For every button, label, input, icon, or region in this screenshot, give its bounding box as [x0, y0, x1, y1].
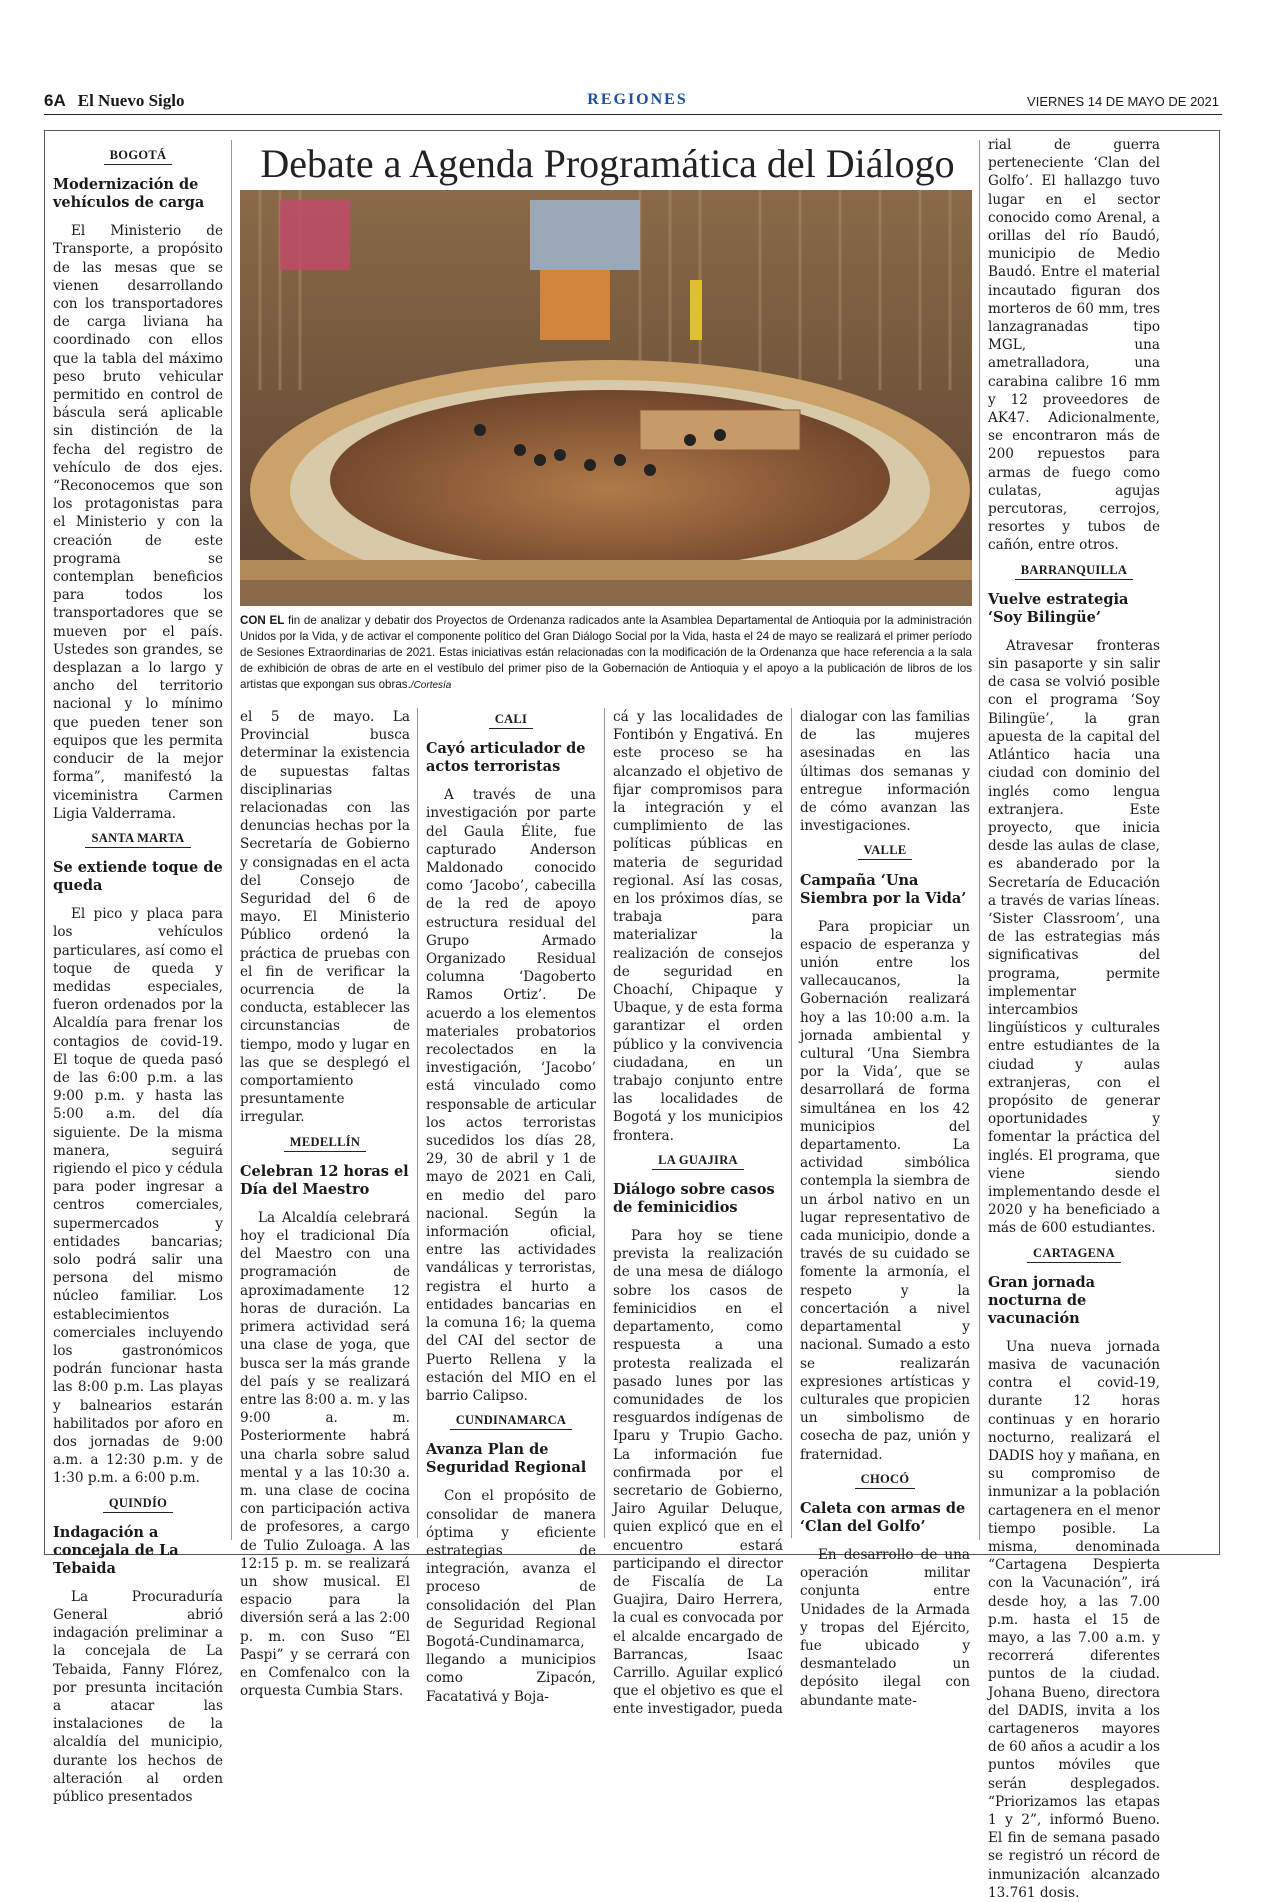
- section-tag-quindio: QUINDÍO: [53, 1494, 223, 1512]
- section-tag-medellin: MEDELLÍN: [240, 1133, 410, 1151]
- screen: [530, 200, 640, 270]
- section-tag-la-guajira: LA GUAJIRA: [613, 1151, 783, 1169]
- article-title-la-guajira: Diálogo sobre casos de feminicidios: [613, 1181, 775, 1217]
- section-tag-cartagena: CARTAGENA: [988, 1244, 1160, 1262]
- section-tag-cundinamarca: CUNDINAMARCA: [426, 1411, 596, 1429]
- article-body-cali: A través de una investigación por parte del Gaula Élite, fue capturado Anderson Maldonado conocido como ‘Jacobo’, cabecilla de la red de apoyo estructura residual del Grupo Armado Organizado Residual columna ‘Dagoberto Ramos Ortiz’. De acuerdo a los elementos materiales probatorios recolectados en la investigación, ‘Jacobo’ está vinculado como responsable de articular los actos terroristas sucedidos los días 28, 29, 30 de abril y 1 de mayo de 2021 en Cali, en medio del paro nacional. Según la información oficial, entre las actividades vandálicas y terroristas, registra el hurto a entidades bancarias en la comuna 16; la quema del CAI del sector de Puerto Rellena y la estación del MIO en el barrio Calipso.: [426, 787, 596, 1404]
- column-5: [800, 708, 970, 1710]
- article-title-bogota: Modernización de vehículos de carga: [53, 176, 205, 212]
- column-divider: [604, 708, 605, 1538]
- article-body-choco: En desarrollo de una operación militar conjunta entre Unidades de la Armada y tropas del Ejército, fue ubicado y desmantelado un depósito ilegal con abundante mate-: [800, 1546, 970, 1709]
- article-body-medellin: La Alcaldía celebrará hoy el tradicional Día del Maestro con una programación de aproximadamente 12 horas de duración. La primera actividad será una clase de yoga, que busca ser la más grande del país y se realizará entre las 8:00 a. m. y las 9:00 a. m. Posteriormente habrá una charla sobre salud mental y a las 10:30 a. m. una clase de cocina con participación activa de profesores, a cargo de Tulio Zuloaga. A las 12:15 p. m. se realizará un show musical. El espacio para la diversión será a las 2:00 p. m. con Suso “El Paspi” y se cerrará con en Comfenalco con la orquesta Cumbia Stars.: [240, 1209, 410, 1700]
- section-tag-bogota: BOGOTÁ: [53, 146, 223, 164]
- article-continuation-cundinamarca: cá y las localidades de Fontibón y Engativá. En este proceso se ha alcanzado el objetivo de fijar compromisos para la integración y el cumplimiento de las políticas públicas en materia de seguridad regional. Así las cosas, en los próximos días, se trabaja para materializar la realización de consejos de seguridad en Choachí, Chipaque y Ubaque, y de esta forma garantizar el orden público y la convivencia ciudadana, en un trabajo conjunto entre las localidades de Bogotá y los municipios frontera.: [613, 709, 783, 1144]
- photo-credit: /Cortesía: [410, 680, 452, 691]
- newspaper-name: El Nuevo Siglo: [77, 91, 185, 110]
- column-2: [240, 708, 410, 1700]
- article-body-barranquilla: Atravesar fronteras sin pasaporte y sin salir de casa se volvió posible con el programa ‘Soy Bilingüe’, la gran apuesta de la capital del Atlántico hacia una ciudad con dominio del inglés como lengua extranjera. Este proyecto, que inicia desde las aulas de clase, es abanderado por la Secretaría de Educación a través de varias líneas. ‘Sister Classroom’, una de las estrategias más significativas del programa, permite implementar intercambios lingüísticos y culturales entre estudiantes de la ciudad y aulas extranjeras, con el propósito de generar oportunidades y fomentar la práctica del inglés. El programa, que viene siendo implementando desde el 2020 y ha beneficiado a más de 600 estudiantes.: [988, 637, 1160, 1237]
- column-divider: [979, 140, 980, 1540]
- article-body-la-guajira: Para hoy se tiene prevista la realización de una mesa de diálogo sobre los casos de feminicidios en el departamento, como respuesta a una protesta realizada el pasado lunes por las comunidades de los resguardos indígenas de Iparu y Trupio Gacho. La información fue confirmada por el secretario de Gobierno, Jairo Aguilar Deluque, quien explicó que en el encuentro estará participando el director de Fiscalía de La Guajira, Dairo Herrera, la cual es convocada por el alcalde encargado de Barrancas, Isaac Carrillo. Aguilar explicó que el objetivo es que el ente investigador, pueda: [613, 1228, 783, 1718]
- header-rule: [44, 114, 1222, 115]
- photo-caption: [240, 613, 972, 694]
- article-body-santa-marta: El pico y placa para los vehículos particulares, así como el toque de queda y medidas especiales, fueron ordenados por la Alcaldía para frenar los contagios de covid-19. El toque de queda pasó de las 6:00 p.m. a las 9:00 p.m. y hasta las 5:00 a.m. del día siguiente. De la misma manera, seguirá rigiendo el pico y cédula para poder ingresar a centros comerciales, supermercados y entidades bancarias; solo podrá salir una persona del mismo núcleo familiar. Los establecimientos comerciales incluyendo los gastronómicos podrán funcionar hasta las 8:00 p.m. Las playas y balnearios estarán habilitados por aforo en dos jornadas de 9:00 a.m. a 12:30 p.m. y de 1:30 p.m. a 6:00 p.m.: [53, 906, 223, 1487]
- article-title-quindio: Indagación a concejala de La Tebaida: [53, 1523, 179, 1577]
- article-title-valle: Campaña ‘Una Siembra por la Vida’: [800, 871, 967, 907]
- article-continuation-choco: rial de guerra perteneciente ‘Clan del Golfo’. El hallazgo tuvo lugar en el sector conocido como Arenal, a orillas del río Baudó, municipio de Medio Baudó. Entre el material incautado figuran dos morteros de 60 mm, tres lanzagranadas tipo MGL, una ametralladora, una carabina calibre 16 mm y 12 proveedores de AK47. Adicionalmente, se encontraron más de 200 repuestos para armas de fuego como culatas, agujas percutoras, cerrojos, resortes y tubos de cañón, entre otros.: [988, 137, 1160, 554]
- section-tag-barranquilla: BARRANQUILLA: [988, 561, 1160, 579]
- main-headline: Debate a Agenda Programática del Diálogo: [260, 141, 955, 186]
- article-body-cundinamarca: Con el propósito de consolidar de manera óptima y eficiente estrategias de integración, avanza el proceso de consolidación del Plan de Seguridad Regional Bogotá-Cundinamarca, llegando a municipios como Zipacón, Facatativá y Boja-: [426, 1488, 596, 1705]
- column-6: [988, 136, 1160, 1902]
- assembly-photo: [240, 190, 972, 606]
- column-1: [53, 140, 223, 1806]
- artwork-center: [540, 270, 610, 340]
- article-body-cartagena: Una nueva jornada masiva de vacunación contra el covid-19, durante 12 horas continuas y en horario nocturno, realizará el DADIS hoy y mañana, en su compromiso de inmunizar a la población cartagenera en el menor tiempo posible. La misma, denominada “Cartagena Despierta con la Vacunación”, irá desde hoy, a las 7.00 p.m. hasta el 15 de mayo, a las 7.00 a.m. y recorrerá diferentes puntos de la ciudad. Johana Bueno, directora del DADIS, invita a los cartageneros mayores de 60 años a acudir a los puntos móviles que serán desplegados. “Priorizamos las etapas 1 y 2”, informó Bueno. El fin de semana pasado se registró un récord de inmunización alcanzado 13.761 dosis.: [988, 1338, 1160, 1901]
- issue-date: VIERNES 14 DE MAYO DE 2021: [1027, 94, 1219, 109]
- column-divider: [231, 140, 232, 1540]
- article-title-cartagena: Gran jornada nocturna de vacunación: [988, 1273, 1096, 1327]
- article-title-medellin: Celebran 12 horas el Día del Maestro: [240, 1162, 409, 1198]
- section-tag-cali: CALI: [426, 710, 596, 728]
- caption-lead: CON EL: [240, 614, 285, 627]
- page-number: 6A: [44, 91, 66, 110]
- article-title-santa-marta: Se extiende toque de queda: [53, 859, 223, 895]
- section-name: REGIONES: [587, 91, 688, 108]
- artwork-left: [280, 200, 350, 270]
- column-3: [426, 704, 596, 1706]
- section-tag-santa-marta: SANTA MARTA: [53, 829, 223, 847]
- column-divider: [417, 708, 418, 1538]
- article-title-barranquilla: Vuelve estrategia ‘Soy Bilingüe’: [988, 590, 1129, 626]
- article-body-bogota: El Ministerio de Transporte, a propósito de las mesas que se vienen desarrollando con los transportadores de carga liviana ha coordinado con ellos que la tabla del máximo peso bruto vehicular permitido en control de báscula será aplicable sin distinción de la fecha del registro de vehículo de dos ejes. “Reconocemos que son los protagonistas para el Ministerio y con la creación de este programa se contemplan beneficios para todos los transportadores que se mueven por el país. Ustedes son grandes, se desplazan a lo largo y ancho del territorio nacional y lo mínimo que pueden tener son equipos que les permita conducir de la mejor forma”, manifestó la viceministra Carmen Ligia Valderrama.: [53, 223, 223, 822]
- caption-text: fin de analizar y debatir dos Proyectos de Ordenanza radicados ante la Asamblea Departamental de Antioquia por la administración Unidos por la Vida, y de activar el componente político del Gran Diálogo Social por la Vida, hasta el 24 de mayo se realizará el primer período de Sesiones Extraordinarias de 2021. Estas iniciativas están relacionadas con la modificación de la Ordenanza que hace referencia a la sala de exhibición de obras de arte en el vestíbulo del primer piso de la Gobernación de Antioquia y el apoyo a la publicación de libros de los artistas que expongan sus obras.: [240, 614, 972, 691]
- article-body-valle: Para propiciar un espacio de esperanza y unión entre los vallecaucanos, la Gobernación realizará hoy a las 10:00 a.m. la jornada ambiental y cultural ‘Una Siembra por la Vida’, que se desarrollará de forma simultánea en los 42 municipios del departamento. La actividad simbólica contempla la siembra de un árbol nativo en un lugar representativo de cada municipio, donde a través de su cuidado se fomente la armonía, el respeto y la concertación a nivel departamental y nacional. Sumado a esto se realizarán expresiones artísticas y culturales que propicien un simbolismo de cosecha de paz, unión y fraternidad.: [800, 918, 970, 1463]
- section-tag-valle: VALLE: [800, 841, 970, 859]
- article-title-choco: Caleta con armas de ‘Clan del Golfo’: [800, 1499, 966, 1535]
- column-4: [613, 708, 783, 1719]
- section-tag-choco: CHOCÓ: [800, 1470, 970, 1488]
- article-title-cundinamarca: Avanza Plan de Seguridad Regional: [426, 1441, 587, 1477]
- article-continuation-la-guajira: dialogar con las familias de las mujeres asesinadas en las últimas dos semanas y entregue información de cómo avanzan las investigaciones.: [800, 709, 970, 835]
- article-body-quindio: La Procuraduría General abrió indagación preliminar a la concejala de La Tebaida, Fanny Flórez, por presunta incitación a atacar las instalaciones de la alcaldía del municipio, durante los hechos de alteración al orden público presentados: [53, 1588, 223, 1806]
- article-continuation-quindio: el 5 de mayo. La Provincial busca determinar la existencia de supuestas faltas disciplinarias relacionadas con las denuncias hechas por la Secretaría de Gobierno y consignadas en el acta del Consejo de Seguridad del 6 de mayo. El Ministerio Público ordenó la práctica de pruebas con el fin de verificar la ocurrencia de la conducta, establecer las circunstancias de tiempo, modo y lugar en las que se desplegó el comportamiento presuntamente irregular.: [240, 709, 410, 1126]
- column-divider: [791, 708, 792, 1538]
- article-title-cali: Cayó articulador de actos terroristas: [426, 740, 586, 776]
